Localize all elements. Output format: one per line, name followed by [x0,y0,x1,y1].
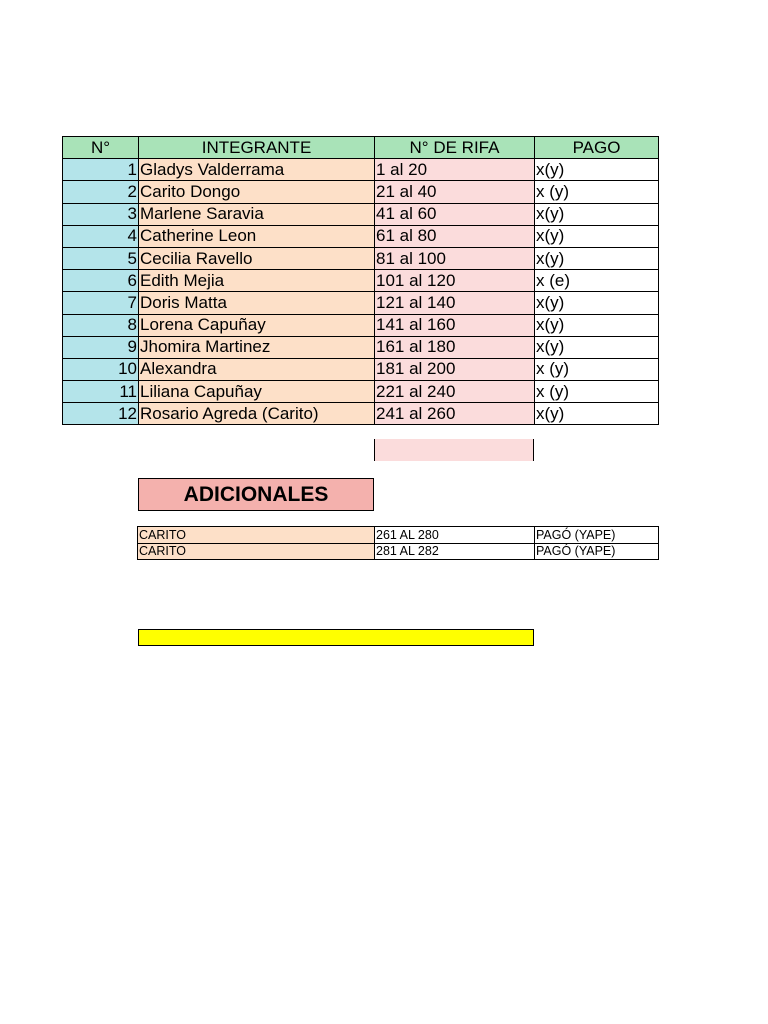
table-row [63,159,659,181]
member-name-cell[interactable]: Lorena Capuñay [139,314,375,336]
member-name-cell[interactable]: Liliana Capuñay [139,381,375,403]
member-name-cell[interactable]: Marlene Saravia [139,203,375,225]
payment-status-cell[interactable]: x(y) [535,203,659,225]
raffle-range-cell[interactable]: 221 al 240 [375,381,535,403]
table-row [63,292,659,314]
adicional-raffle-range-cell[interactable]: 281 AL 282 [375,543,535,560]
payment-status-cell[interactable]: x(y) [535,292,659,314]
member-name-cell[interactable]: Jhomira Martinez [139,336,375,358]
row-number-cell[interactable]: 12 [63,403,139,425]
raffle-range-cell[interactable]: 141 al 160 [375,314,535,336]
raffle-range-cell[interactable]: 161 al 180 [375,336,535,358]
adicional-payment-cell[interactable]: PAGÓ (YAPE) [535,543,659,560]
adicional-raffle-range-cell[interactable]: 261 AL 280 [375,527,535,544]
payment-status-cell[interactable]: x(y) [535,247,659,269]
adicionales-row [138,527,659,544]
raffle-range-cell[interactable]: 121 al 140 [375,292,535,314]
header-number[interactable]: N° [63,137,139,159]
table-row [63,247,659,269]
member-name-cell[interactable]: Doris Matta [139,292,375,314]
row-number-cell[interactable]: 7 [63,292,139,314]
row-number-cell[interactable]: 4 [63,225,139,247]
member-name-cell[interactable]: Gladys Valderrama [139,159,375,181]
row-number-cell[interactable]: 1 [63,159,139,181]
member-name-cell[interactable]: Cecilia Ravello [139,247,375,269]
raffle-range-cell[interactable]: 41 al 60 [375,203,535,225]
table-row [63,203,659,225]
payment-status-cell[interactable]: x (y) [535,181,659,203]
payment-status-cell[interactable]: x (e) [535,270,659,292]
payment-status-cell[interactable]: x(y) [535,336,659,358]
header-rifa[interactable]: N° DE RIFA [375,137,535,159]
row-number-cell[interactable]: 10 [63,358,139,380]
empty-rifa-cell[interactable] [374,439,534,461]
table-row [63,225,659,247]
payment-status-cell[interactable]: x(y) [535,314,659,336]
adicionales-title[interactable]: ADICIONALES [138,478,374,511]
adicional-name-cell[interactable]: CARITO [138,527,375,544]
table-row [63,336,659,358]
member-name-cell[interactable]: Rosario Agreda (Carito) [139,403,375,425]
header-integrante[interactable]: INTEGRANTE [139,137,375,159]
raffle-range-cell[interactable]: 241 al 260 [375,403,535,425]
payment-status-cell[interactable]: x(y) [535,403,659,425]
member-name-cell[interactable]: Catherine Leon [139,225,375,247]
table-row [63,314,659,336]
table-row [63,270,659,292]
row-number-cell[interactable]: 11 [63,381,139,403]
payment-status-cell[interactable]: x(y) [535,159,659,181]
raffle-range-cell[interactable]: 61 al 80 [375,225,535,247]
row-number-cell[interactable]: 9 [63,336,139,358]
member-name-cell[interactable]: Alexandra [139,358,375,380]
raffle-range-cell[interactable]: 21 al 40 [375,181,535,203]
row-number-cell[interactable]: 5 [63,247,139,269]
raffle-range-cell[interactable]: 81 al 100 [375,247,535,269]
adicionales-table [137,526,659,560]
table-row [63,181,659,203]
member-name-cell[interactable]: Carito Dongo [139,181,375,203]
table-row [63,381,659,403]
table-header-row [63,137,659,159]
payment-status-cell[interactable]: x(y) [535,225,659,247]
table-row [63,403,659,425]
raffle-table [62,136,659,425]
payment-status-cell[interactable]: x (y) [535,358,659,380]
highlighted-cell-range[interactable] [138,629,534,646]
adicionales-row [138,543,659,560]
row-number-cell[interactable]: 8 [63,314,139,336]
table-row [63,358,659,380]
payment-status-cell[interactable]: x (y) [535,381,659,403]
adicional-name-cell[interactable]: CARITO [138,543,375,560]
raffle-range-cell[interactable]: 181 al 200 [375,358,535,380]
raffle-range-cell[interactable]: 101 al 120 [375,270,535,292]
adicional-payment-cell[interactable]: PAGÓ (YAPE) [535,527,659,544]
member-name-cell[interactable]: Edith Mejia [139,270,375,292]
row-number-cell[interactable]: 3 [63,203,139,225]
row-number-cell[interactable]: 2 [63,181,139,203]
raffle-range-cell[interactable]: 1 al 20 [375,159,535,181]
row-number-cell[interactable]: 6 [63,270,139,292]
header-pago[interactable]: PAGO [535,137,659,159]
